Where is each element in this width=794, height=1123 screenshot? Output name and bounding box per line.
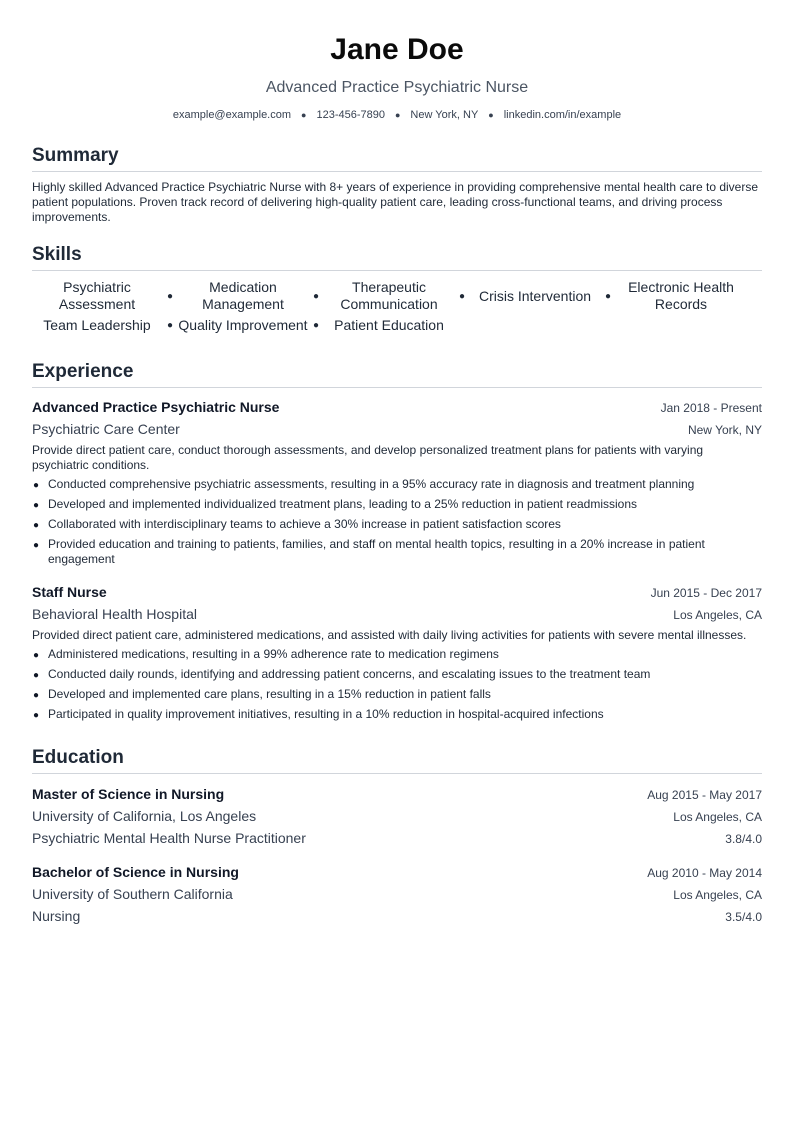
section-heading-experience: Experience [32,360,762,388]
field-of-study: Psychiatric Mental Health Nurse Practitioner [32,830,306,846]
degree-name: Bachelor of Science in Nursing [32,864,239,880]
skill-item: Crisis Intervention [478,287,592,304]
job-title: Staff Nurse [32,584,107,600]
job-title: Advanced Practice Psychiatric Nurse [32,399,280,415]
degree-name: Master of Science in Nursing [32,786,225,802]
job-location: Los Angeles, CA [673,608,762,622]
list-item [32,537,762,567]
contact-phone[interactable]: 123-456-7890 [316,109,385,121]
achievement-text: Conducted daily rounds, identifying and addressing patient concerns, and escalating issues to the treatment team [48,667,651,681]
skill-item: Quality Improvement [178,317,308,333]
contact-location: New York, NY [410,109,479,121]
list-item [32,647,762,662]
bullet-dot-icon: ● [33,670,40,681]
job-dates: Jan 2018 - Present [660,401,762,415]
list-item [32,517,762,532]
achievement-text: Conducted comprehensive psychiatric assessments, resulting in a 95% accuracy rate in diagnosis and treatment planning [48,477,695,491]
job-description: Provided direct patient care, administered medications, and assisted with daily living activities for patients with severe mental illnesses. [32,628,747,642]
achievement-text: Administered medications, resulting in a 99% adherence rate to medication regimens [48,647,499,661]
job-achievements [32,647,762,722]
field-of-study: Nursing [32,908,81,924]
list-item [32,497,762,512]
job-location: New York, NY [687,423,762,437]
bullet-dot-icon: ● [33,690,40,701]
skill-item: Patient Education [334,317,444,333]
section-heading-skills: Skills [32,243,762,271]
contact-line [32,108,762,122]
school-location: Los Angeles, CA [673,888,762,902]
education-entry [32,862,762,928]
bullet-dot-icon: ● [166,320,174,331]
achievement-text: Participated in quality improvement initiatives, resulting in a 10% reduction in hospital-acquired infections [48,707,604,721]
bullet-dot-icon: ● [604,290,612,302]
school-name: University of California, Los Angeles [32,808,257,824]
skill-item: Medication Management [202,279,284,312]
list-item [32,667,762,682]
separator-dot-icon: ● [301,110,307,120]
skill-item: Therapeutic Communication [340,279,438,312]
bullet-dot-icon: ● [33,540,40,551]
school-name: University of Southern California [32,886,233,902]
bullet-dot-icon: ● [166,290,174,302]
gpa: 3.8/4.0 [725,832,762,846]
bullet-dot-icon: ● [458,290,466,302]
job-achievements [32,477,762,567]
bullet-dot-icon: ● [33,500,40,511]
skills-section [32,243,762,334]
section-heading-summary: Summary [32,144,762,172]
list-item [32,707,762,722]
separator-dot-icon: ● [394,110,401,120]
education-dates: Aug 2015 - May 2017 [647,788,762,802]
achievement-text: Collaborated with interdisciplinary teams to achieve a 30% increase in patient satisfaction scores [48,517,561,531]
bullet-dot-icon: ● [33,520,40,531]
education-dates: Aug 2010 - May 2014 [647,866,762,880]
achievement-text: Developed and implemented care plans, resulting in a 15% reduction in patient falls [48,687,491,701]
skill-item: Psychiatric Assessment [58,279,136,312]
school-location: Los Angeles, CA [673,810,762,824]
job-entry [32,583,762,722]
skill-item: Team Leadership [43,317,151,333]
job-entry [32,398,762,567]
experience-section [32,360,762,722]
achievement-text: Developed and implemented individualized treatment plans, leading to a 25% reduction in patient readmissions [48,497,638,511]
gpa: 3.5/4.0 [725,910,762,924]
candidate-name: Jane Doe [330,33,464,66]
summary-text: Highly skilled Advanced Practice Psychiatric Nurse with 8+ years of experience in providing comprehensive mental health care to diverse patient populations. Proven track record of delivering high-quality patient care, leading cross-functional teams, and driving process improvements. [32,180,759,224]
skills-list [32,279,762,334]
job-dates: Jun 2015 - Dec 2017 [650,586,762,600]
education-entry [32,784,762,850]
separator-dot-icon: ● [488,110,494,120]
skill-item: Electronic Health Records [628,279,734,312]
resume-header [32,32,762,122]
candidate-title: Advanced Practice Psychiatric Nurse [265,79,529,96]
job-description: Provide direct patient care, conduct thorough assessments, and develop personalized treatment plans for patients with varying psychiatric conditions. [32,443,704,472]
bullet-dot-icon: ● [33,650,40,661]
list-item [32,477,762,492]
contact-email[interactable]: example@example.com [172,109,292,121]
bullet-dot-icon: ● [312,320,320,331]
job-company: Behavioral Health Hospital [32,606,197,622]
education-section [32,746,762,928]
achievement-text: Provided education and training to patients, families, and staff on mental health topics, resulting in a 20% increase in patient engagement [48,537,705,566]
job-company: Psychiatric Care Center [32,421,180,437]
section-heading-education: Education [32,746,762,774]
bullet-dot-icon: ● [312,290,320,302]
bullet-dot-icon: ● [33,710,40,721]
contact-linkedin[interactable]: linkedin.com/in/example [503,109,622,121]
list-item [32,687,762,702]
bullet-dot-icon: ● [33,480,40,491]
summary-section [32,144,762,225]
